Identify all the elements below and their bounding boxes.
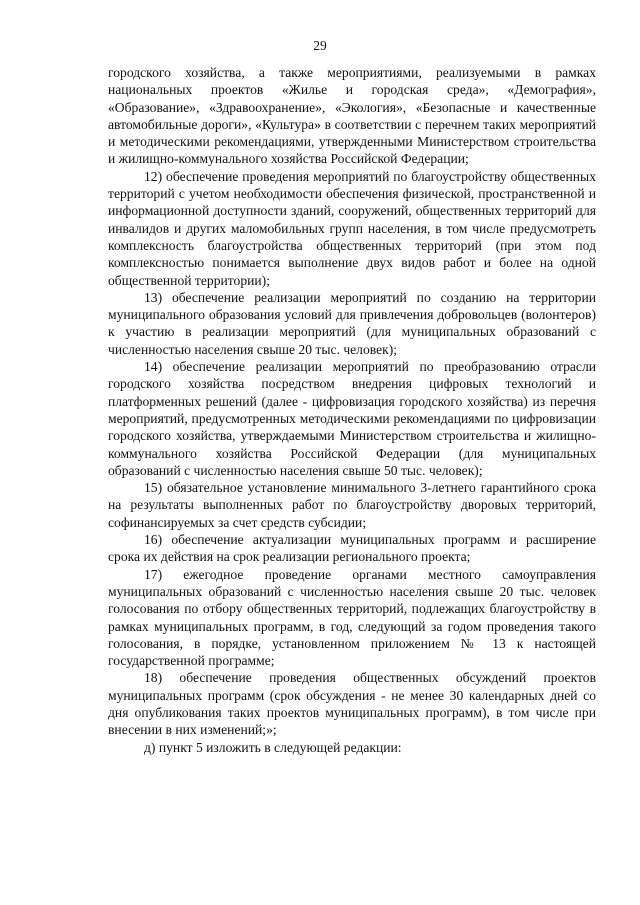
paragraph-item-17: 17) ежегодное проведение органами местного самоуправления муниципальных образований с численностью населения свыше 20 тыс. человек голосования по отбору общественных территорий, подлежащих благоустройству в рамках муниципальных программ, в год, следующий за годом проведения такого голосования, в порядке, установленном приложением № 13 к настоящей государственной программе; xyxy=(108,566,596,669)
page-number: 29 xyxy=(313,38,327,53)
paragraph-item-14: 14) обеспечение реализации мероприятий по преобразованию отрасли городского хозяйства посредством внедрения цифровых технологий и платформенных решений (далее - цифровизация городского хозяйства) из перечня мероприятий, предусмотренных методическими рекомендациями по цифровизации городского хозяйства, утверждаемыми Министерством строительства и жилищно-коммунального хозяйства Российской Федерации (для муниципальных образований с численностью населения свыше 50 тыс. человек); xyxy=(108,359,596,478)
document-body xyxy=(108,64,596,756)
paragraph-continuation: городского хозяйства, а также мероприятиями, реализуемыми в рамках национальных проектов «Жилье и городская среда», «Демография», «Образование», «Здравоохранение», «Экология», «Безопасные и качественные автомобильные дороги», «Культура» в соответствии с перечнем таких мероприятий и методическими рекомендациями, утвержденными Министерством строительства и жилищно-коммунального хозяйства Российской Федерации; xyxy=(108,65,596,167)
paragraph-item-13: 13) обеспечение реализации мероприятий по созданию на территории муниципального образования условий для привлечения добровольцев (волонтеров) к участию в реализации мероприятий (для муниципальных образований с численностью населения свыше 20 тыс. человек); xyxy=(108,289,596,357)
paragraph-item-15: 15) обязательное установление минимального 3-летнего гарантийного срока на результаты выполненных работ по благоустройству дворовых территорий, софинансируемых за счет средств субсидии; xyxy=(108,480,596,530)
paragraph-item-18: 18) обеспечение проведения общественных обсуждений проектов муниципальных программ (срок обсуждения - не менее 30 календарных дней со дня опубликования таких проектов муниципальных программ), в том числе при внесении в них изменений;»; xyxy=(108,670,596,738)
paragraph-item-12: 12) обеспечение проведения мероприятий по благоустройству общественных территорий с учетом необходимости обеспечения физической, пространственной и информационной доступности зданий, сооружений, общественных территорий для инвалидов и других маломобильных групп населения, в том числе предусмотреть комплексность благоустройства общественных территорий (при этом под комплексностью понимается выполнение двух видов работ и более на одной общественной территории); xyxy=(108,168,596,288)
paragraph-item-d: д) пункт 5 изложить в следующей редакции: xyxy=(144,739,402,755)
paragraph-item-16: 16) обеспечение актуализации муниципальных программ и расширение срока их действия на срок реализации регионального проекта; xyxy=(108,532,596,565)
